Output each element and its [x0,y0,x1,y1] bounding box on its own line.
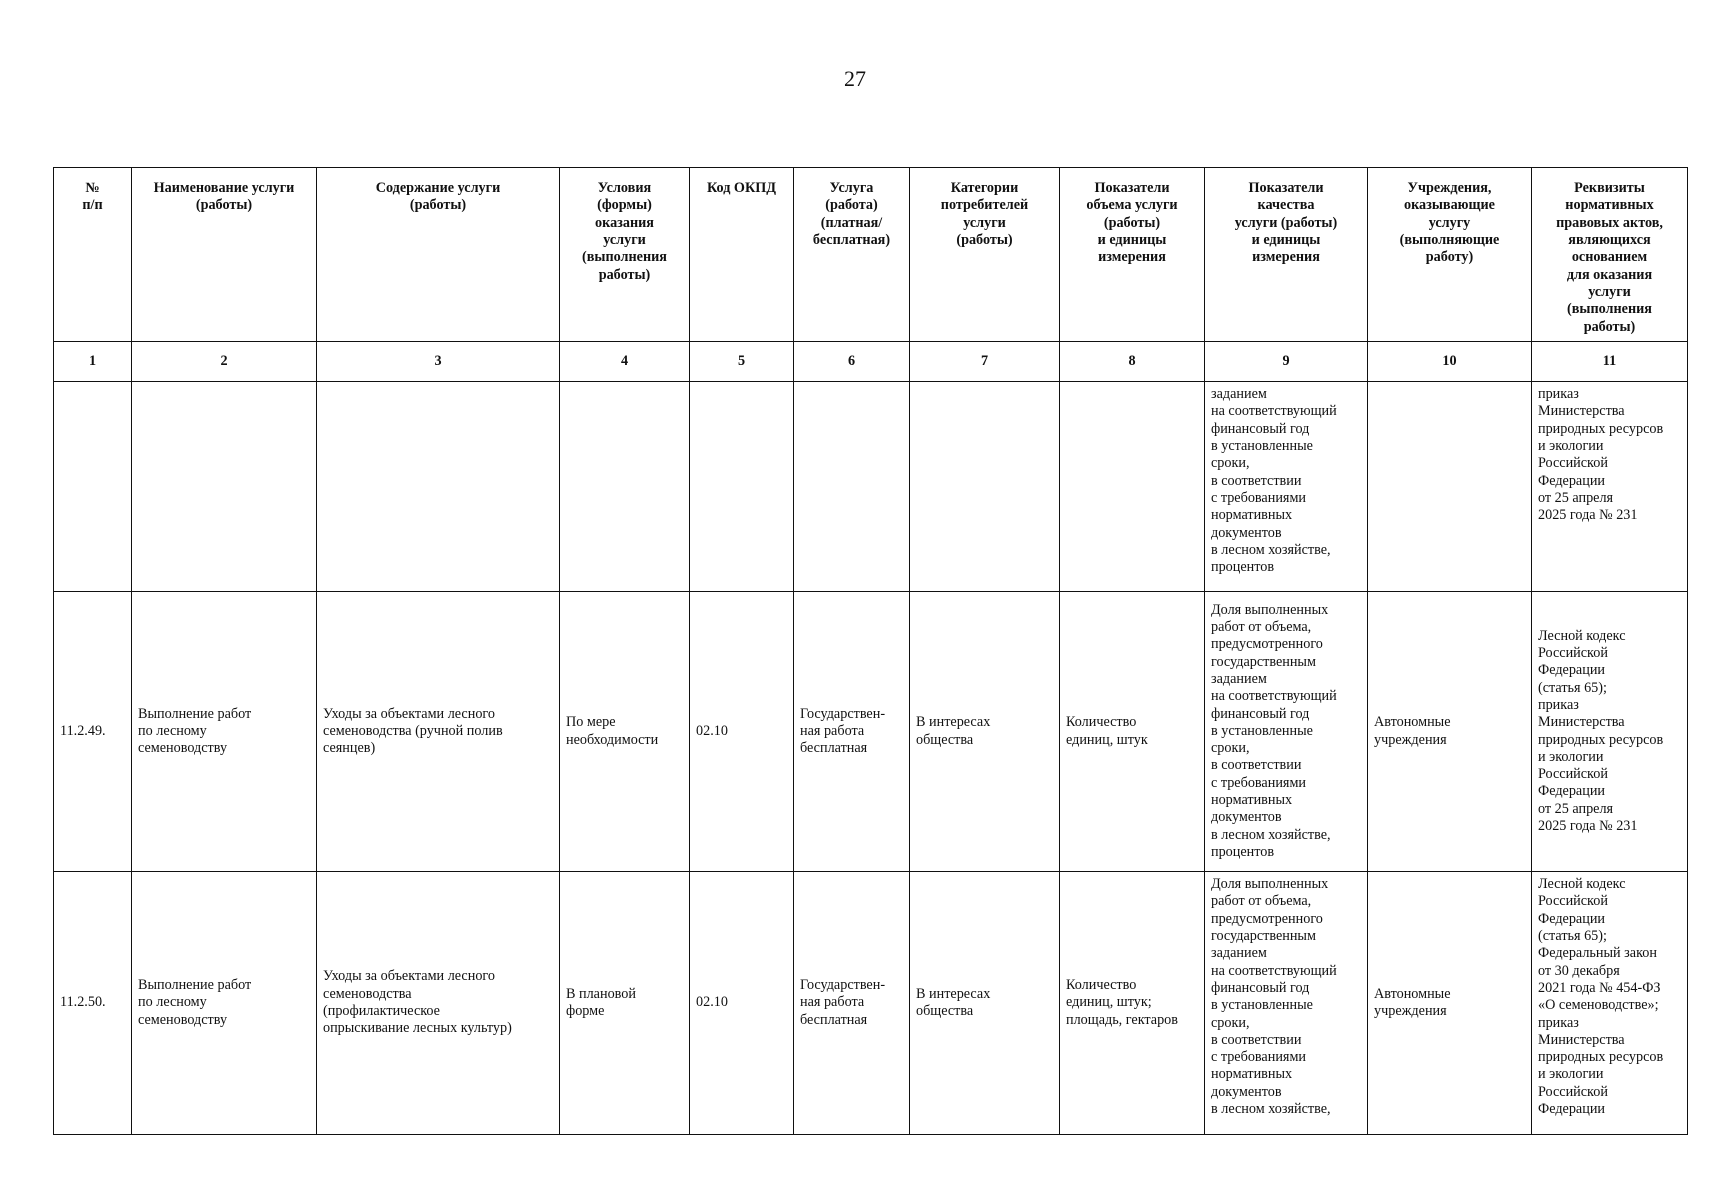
row-number-cell [54,382,132,592]
header-col-10: Учреждения, оказывающие услугу (выполняющие работу) [1368,168,1532,342]
legal-acts-cell: Лесной кодекс Российской Федерации (статья 65); приказ Министерства природных ресурсов и экологии Российской Федерации от 25 апреля 2025 года № 231 [1532,592,1688,872]
column-number: 6 [794,342,910,382]
institution-cell: Автономные учреждения [1368,872,1532,1135]
column-number-row [54,342,1688,382]
service-content-cell: Уходы за объектами лесного семеноводства (профилактическое опрыскивание лесных культур) [317,872,560,1135]
service-name-cell [132,382,317,592]
quality-indicator-cell: Доля выполненных работ от объема, предусмотренного государственным заданием на соответствующий финансовый год в установленные сроки, в соответствии с требованиями нормативных документов в лесном хозяйстве, процентов [1205,592,1368,872]
table-header-row [54,168,1688,342]
consumer-category-cell: В интересах общества [910,592,1060,872]
table-row-11-2-49 [54,592,1688,872]
row-number-cell: 11.2.49. [54,592,132,872]
column-number: 7 [910,342,1060,382]
services-table [53,167,1688,1135]
column-number: 9 [1205,342,1368,382]
header-col-5: Код ОКПД [690,168,794,342]
service-name-cell: Выполнение работ по лесному семеноводству [132,592,317,872]
okpd-code-cell: 02.10 [690,872,794,1135]
column-number: 8 [1060,342,1205,382]
header-col-11: Реквизиты нормативных правовых актов, являющихся основанием для оказания услуги (выполнения работы) [1532,168,1688,342]
conditions-cell: В плановой форме [560,872,690,1135]
okpd-code-cell: 02.10 [690,592,794,872]
row-number-cell: 11.2.50. [54,872,132,1135]
column-number: 11 [1532,342,1688,382]
paid-status-cell: Государствен- ная работа бесплатная [794,872,910,1135]
page-number: 27 [844,66,866,91]
service-content-cell: Уходы за объектами лесного семеноводства (ручной полив сеянцев) [317,592,560,872]
institution-cell [1368,382,1532,592]
header-col-2: Наименование услуги (работы) [132,168,317,342]
header-col-6: Услуга (работа) (платная/ бесплатная) [794,168,910,342]
paid-status-cell: Государствен- ная работа бесплатная [794,592,910,872]
column-number: 4 [560,342,690,382]
quality-indicator-cell: заданием на соответствующий финансовый год в установленные сроки, в соответствии с требованиями нормативных документов в лесном хозяйстве, процентов [1205,382,1368,592]
consumer-category-cell [910,382,1060,592]
header-col-9: Показатели качества услуги (работы) и единицы измерения [1205,168,1368,342]
volume-indicator-cell: Количество единиц, штук [1060,592,1205,872]
conditions-cell: По мере необходимости [560,592,690,872]
column-number: 3 [317,342,560,382]
legal-acts-cell: приказ Министерства природных ресурсов и экологии Российской Федерации от 25 апреля 2025 года № 231 [1532,382,1688,592]
volume-indicator-cell [1060,382,1205,592]
table-row-11-2-50 [54,872,1688,1135]
quality-indicator-cell: Доля выполненных работ от объема, предусмотренного государственным заданием на соответствующий финансовый год в установленные сроки, в соответствии с требованиями нормативных документов в лесном хозяйстве, [1205,872,1368,1135]
service-content-cell [317,382,560,592]
column-number: 5 [690,342,794,382]
legal-acts-cell: Лесной кодекс Российской Федерации (статья 65); Федеральный закон от 30 декабря 2021 года № 454-ФЗ «О семеноводстве»; приказ Министерства природных ресурсов и экологии Российской Федерации [1532,872,1688,1135]
header-col-3: Содержание услуги (работы) [317,168,560,342]
volume-indicator-cell: Количество единиц, штук; площадь, гектаров [1060,872,1205,1135]
service-name-cell: Выполнение работ по лесному семеноводству [132,872,317,1135]
consumer-category-cell: В интересах общества [910,872,1060,1135]
column-number: 10 [1368,342,1532,382]
header-col-4: Условия (формы) оказания услуги (выполнения работы) [560,168,690,342]
conditions-cell [560,382,690,592]
header-col-1: № п/п [54,168,132,342]
header-col-7: Категории потребителей услуги (работы) [910,168,1060,342]
column-number: 2 [132,342,317,382]
okpd-code-cell [690,382,794,592]
table-row-continuation [54,382,1688,592]
column-number: 1 [54,342,132,382]
header-col-8: Показатели объема услуги (работы) и единицы измерения [1060,168,1205,342]
institution-cell: Автономные учреждения [1368,592,1532,872]
paid-status-cell [794,382,910,592]
